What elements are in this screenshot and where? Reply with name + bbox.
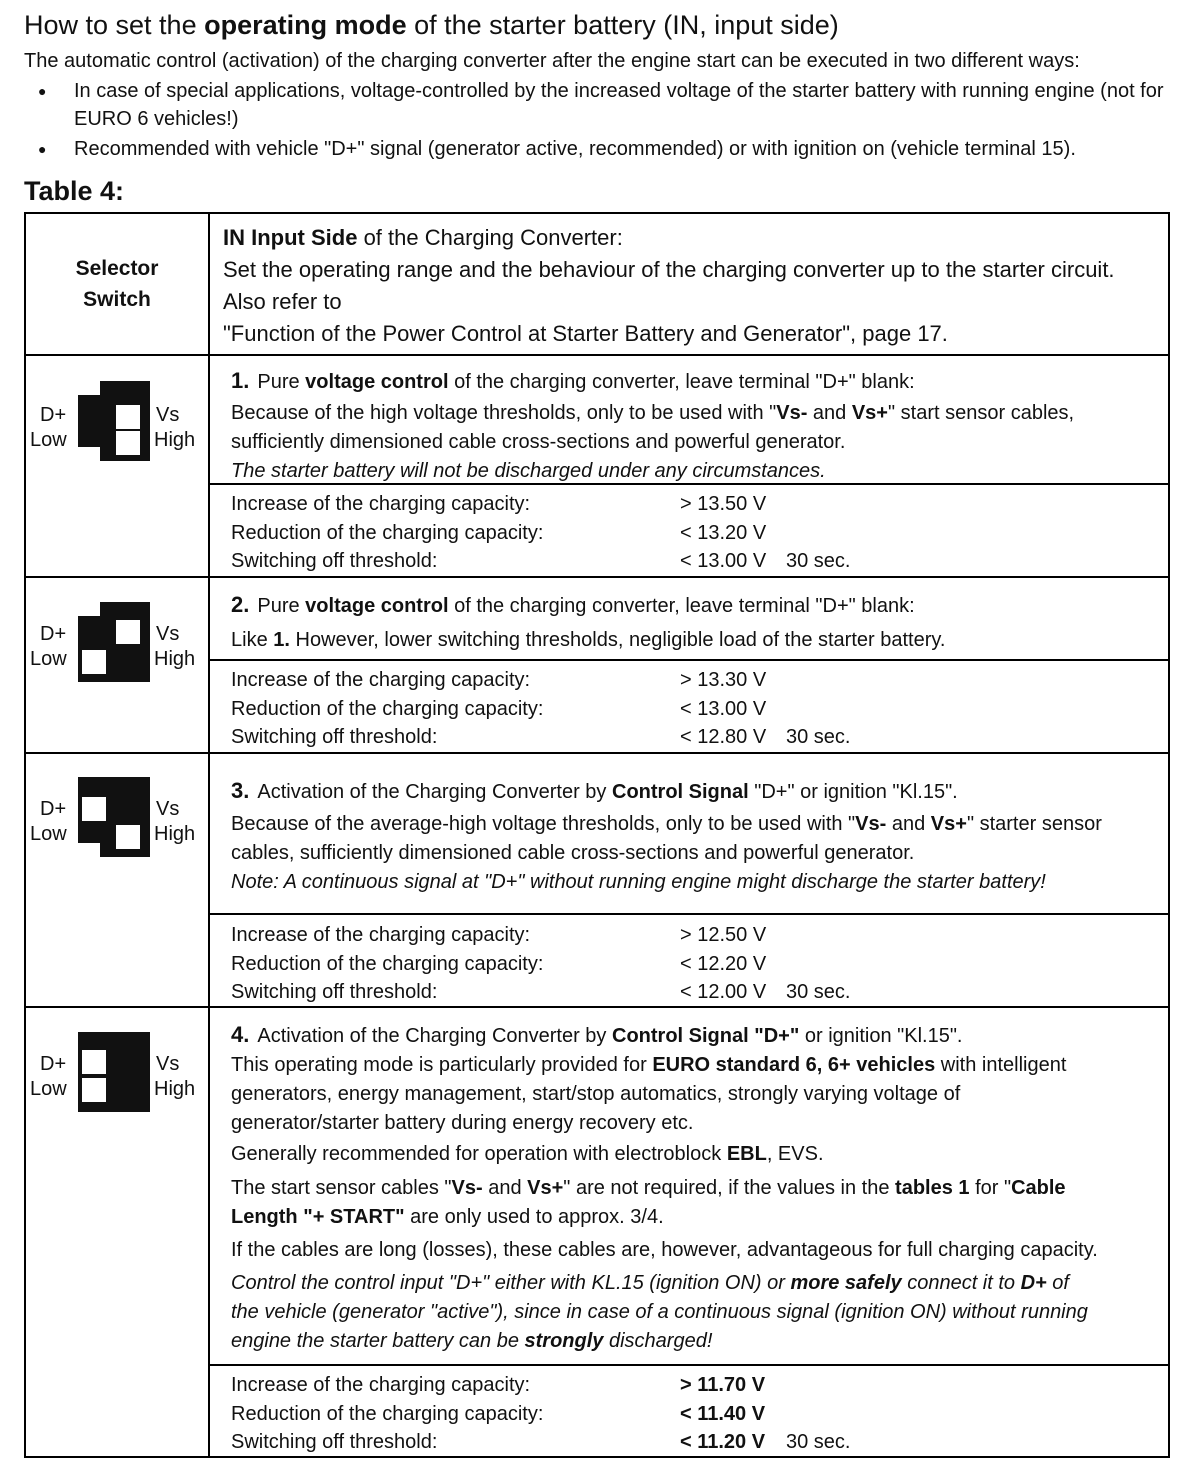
intro-text: The automatic control (activation) of the charging converter after the engine start can be executed in two different ways: — [24, 50, 1080, 72]
mode-4-values: Increase of the charging capacity: > 11.70 V Reduction of the charging capacity: < 11.40 V Switching off threshold: < 11.20 V 30 sec. — [231, 1374, 851, 1453]
row-divider — [26, 752, 1168, 754]
mode-4-description: 4. Activation of the Charging Converter by Control Signal "D+" or ignition "Kl.15". This operating mode is particularly provided for EURO standard 6, 6+ vehicles with intelligent generators, energy management, start/stop automatics, strongly varying voltage of generator/starter battery during energy recovery etc. Generally recommended for operation with electroblock EBL, EVS. The start sensor cables "Vs- and Vs+" are not required, if the values in the tables 1 for "Cable Length "+ START" are only used to approx. 3/4. If the cables are long (losses), these cables are, however, advantageous for full charging capacity. Control the control input "D+" either with KL.15 (ignition ON) or more safely connect it to D+ of the vehicle (generator "active"), since in case of a continuous signal (ignition ON) without running engine the starter battery can be strongly discharged! — [231, 1022, 1098, 1352]
bullet-item: ● In case of special applications, voltage-controlled by the increased voltage of the starter battery with running engine (not for EURO 6 vehicles!) — [38, 77, 1188, 133]
row-divider — [26, 576, 1168, 578]
mode-table — [24, 212, 1170, 1458]
mode-1-description: 1. Pure voltage control of the charging converter, leave terminal "D+" blank: Because of the high voltage thresholds, only to be used with "Vs- and Vs+" start sensor cables, sufficiently dimensioned cable cross-sections and powerful generator. The starter battery will not be discharged under any circumstances. — [231, 368, 1075, 482]
mode-2-values: Increase of the charging capacity: > 13.30 V Reduction of the charging capacity: < 13.00 V Switching off threshold: < 12.80 V 30 sec. — [231, 669, 851, 748]
page-heading: How to set the operating mode of the starter battery (IN, input side) — [24, 10, 839, 40]
mode-1-values: Increase of the charging capacity: > 13.50 V Reduction of the charging capacity: < 13.20 V Switching off threshold: < 13.00 V 30 sec. — [231, 493, 851, 572]
table-title: Table 4: — [24, 176, 125, 206]
dip-switch-icon: D+ Low Vs High — [26, 381, 208, 461]
description-header: IN Input Side of the Charging Converter: Set the operating range and the behaviour of the charging converter up to the starter circuit. Also refer to "Function of the Power Control at Starter Battery and Generator", page 17. — [223, 225, 1115, 346]
mode-3-values: Increase of the charging capacity: > 12.50 V Reduction of the charging capacity: < 12.20 V Switching off threshold: < 12.00 V 30 sec. — [231, 924, 851, 1003]
column-divider — [208, 214, 210, 1456]
bullet-list — [38, 77, 1188, 165]
values-divider — [208, 659, 1168, 661]
values-divider — [208, 913, 1168, 915]
selector-switch-header: Selector Switch — [75, 257, 159, 311]
dip-switch-icon: D+ Low Vs High — [26, 777, 208, 857]
row-divider — [26, 354, 1168, 356]
values-divider — [208, 1364, 1168, 1366]
dip-switch-icon: D+ Low Vs High — [26, 602, 208, 682]
bullet-item: ● Recommended with vehicle "D+" signal (generator active, recommended) or with ignition on (vehicle terminal 15). — [38, 135, 1188, 163]
mode-3-description: 3. Activation of the Charging Converter by Control Signal "D+" or ignition "Kl.15". Because of the average-high voltage thresholds, only to be used with "Vs- and Vs+" starter sensor cables, sufficiently dimensioned cable cross-sections and powerful generator. Note: A continuous signal at "D+" without running engine might discharge the starter battery! — [231, 778, 1102, 893]
dip-switch-icon: D+ Low Vs High — [26, 1032, 208, 1112]
mode-2-description: 2. Pure voltage control of the charging converter, leave terminal "D+" blank: Like 1. However, lower switching thresholds, negligible load of the starter battery. — [231, 592, 946, 651]
